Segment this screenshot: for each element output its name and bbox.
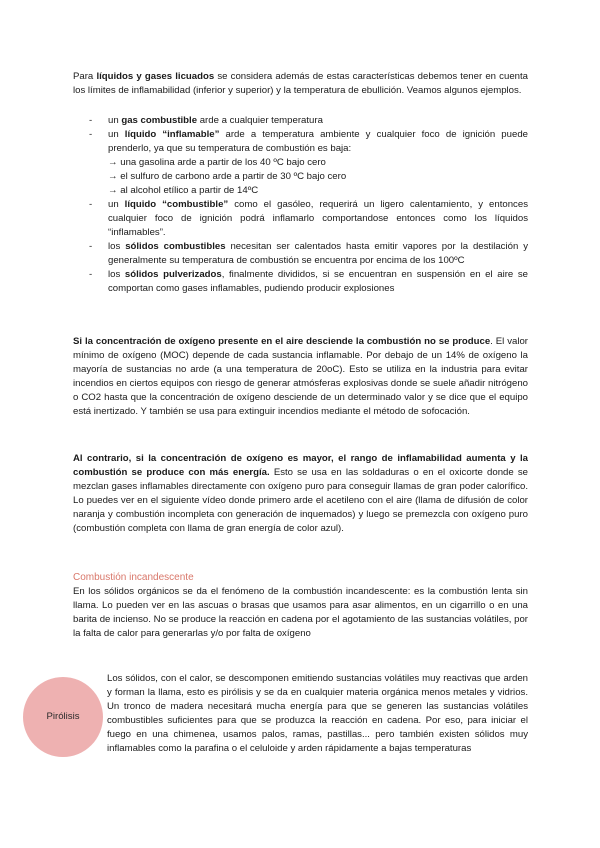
- sub-example: → al alcohol etílico a partir de 14ºC: [108, 185, 259, 196]
- pirolisis-label: Pirólisis: [46, 711, 80, 722]
- intro-paragraph: Para líquidos y gases licuados se considera además de estas características debemos tener en cuenta los límites de inflamabilidad (inferior y superior) y la temperatura de ebullición. Veamos algunos ejemplos.: [73, 71, 528, 96]
- pirolisis-text: Los sólidos, con el calor, se descomponen emitiendo sustancias volátiles muy reactivas que arden y forman la llama, esto es pirólisis y se da en cualquier materia orgánica menos metales y vidrios. Un tronco de madera necesitará mucha energía para que se generen las sustancias volátiles combustibles suficientes para que se produzca la reacción en cadena. Por eso, para iniciar el fuego en una chimenea, usamos palos, ramas, pastillas... pero también existen sólidos muy inflamables como la parafina o el celuloide y arden rápidamente a bajas temperaturas: [107, 673, 528, 754]
- sub-example: → una gasolina arde a partir de los 40 ºC bajo cero: [108, 157, 326, 168]
- list-item: - un gas combustible arde a cualquier temperatura: [73, 114, 528, 128]
- oxygen-low-paragraph: Si la concentración de oxígeno presente en el aire desciende la combustión no se produce. El valor mínimo de oxígeno (MOC) depende de cada sustancia inflamable. Por debajo de un 14% de oxígeno la mayoría de sustancias no arde (a una temperatura de 20oC). Esto se utiliza en la industria para evitar incendios en ciertos equipos con riesgo de generar atmósferas explosivas donde se suele añadir nitrógeno o CO2 hasta que la concentración de oxígeno desciende de un determinado valor y se dice que el equipo está inertizado. Y también se usa para extinguir incendios mediante el método de sofocación.: [73, 336, 528, 417]
- list-item: - un líquido “inflamable” arde a temperatura ambiente y cualquier foco de ignición puede prenderlo, ya que su temperatura de combustión es baja: → una gasolina arde a partir de los 40 ºC bajo cero → el sulfuro de carbono arde a partir de 30 ºC bajo cero → al alcohol etílico a partir de 14ºC: [73, 128, 528, 198]
- list-item: - un líquido “combustible” como el gasóleo, requerirá un ligero calentamiento, y entonces cualquier foco de ignición podrá inflamarlo comportandose entonces como los líquidos “inflamables”.: [73, 198, 528, 240]
- sub-example: → el sulfuro de carbono arde a partir de 30 ºC bajo cero: [108, 171, 347, 182]
- list-item: - los sólidos combustibles necesitan ser calentados hasta emitir vapores por la destilación y generalmente su temperatura de combustión se encuentra por encima de los 100ºC: [73, 240, 528, 268]
- intro-bold: líquidos y gases licuados: [96, 71, 215, 82]
- section-body: En los sólidos orgánicos se da el fenómeno de la combustión incandescente: es la combustión lenta sin llama. Lo pueden ver en las ascuas o brasas que usamos para asar alimentos, en un cigarrillo o en una barita de incienso. No se produce la reacción en cadena por el agotamiento de las sustancias volátiles, por la falta de calor para generarlas y/o por falta de oxígeno: [73, 586, 528, 639]
- examples-list: [73, 114, 528, 296]
- oxygen-high-paragraph: Al contrario, si la concentración de oxígeno es mayor, el rango de inflamabilidad aumenta y la combustión se produce con más energía. Esto se usa en las soldaduras o en el oxicorte donde se mezclan gases inflamables directamente con oxígeno puro para conseguir llamas de gran poder calorífico. Lo puedes ver en el siguiente vídeo donde primero arde el acetileno con el aire (llama de difusión de color naranja y combustión incompleta con generación de inquemados) y luego se premezcla con oxígeno puro (combustión completa con llama de gran energía de color azul).: [73, 453, 528, 534]
- section-heading: Combustión incandescente: [73, 572, 194, 583]
- pirolisis-badge: [23, 677, 103, 757]
- list-item: - los sólidos pulverizados, finalmente divididos, si se encuentran en suspensión en el aire se comportan como gases inflamables, pudiendo producir explosiones: [73, 268, 528, 296]
